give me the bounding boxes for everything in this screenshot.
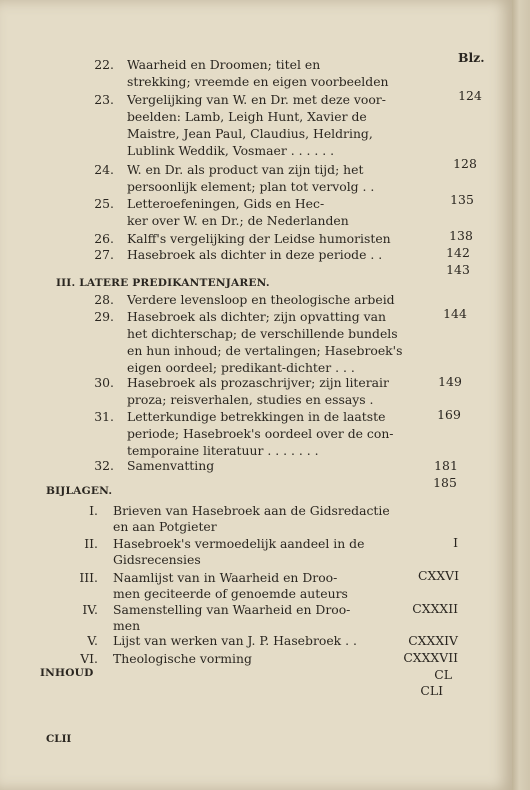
appendix-number: II. [84,536,98,551]
entry-text-line: Samenvatting [127,458,215,473]
appendix-text-line: Gidsrecensies [113,552,201,567]
entry-text-line: Maistre, Jean Paul, Claudius, Heldring, [127,126,373,141]
appendix-text-line: men geciteerde of genoemde auteurs [113,586,348,601]
appendix-text-line: Samenstelling van Waarheid en Droo- [113,602,351,617]
appendix-heading: BIJLAGEN. [46,485,113,497]
appendix-page-number: CXXXVII [403,650,458,665]
entry-text-line: strekking; vreemde en eigen voorbeelden [127,74,389,89]
appendix-text-line: en aan Potgieter [113,519,217,534]
entry-text-line: Hasebroek als prozaschrijver; zijn literair [127,375,389,390]
appendix-text-line: men [113,618,141,633]
entry-text-line: het dichterschap; de verschillende bundels [127,326,398,341]
entry-text-line: en hun inhoud; de vertalingen; Hasebroek's [127,343,403,358]
entry-page-number: 185 [433,475,457,490]
page-column-header: Blz. [458,50,485,65]
entry-number: 32. [94,458,114,473]
entry-number: 23. [94,92,114,107]
entry-page-number: 181 [434,458,458,473]
entry-number: 31. [94,409,114,424]
entry-number: 24. [94,162,114,177]
appendix-text-line: Hasebroek's vermoedelijk aandeel in de [113,536,365,551]
entry-page-number: 144 [443,306,467,321]
entry-number: 28. [94,292,114,307]
appendix-number: V. [87,633,98,648]
entry-text-line: beelden: Lamb, Leigh Hunt, Xavier de [127,109,367,124]
entry-text-line: Hasebroek als dichter; zijn opvatting van [127,309,386,324]
entry-number: 26. [94,231,114,246]
entry-text-line: W. en Dr. als product van zijn tijd; het [127,162,364,177]
entry-text-line: Letteroefeningen, Gids en Hec- [127,196,325,211]
entry-text-line: persoonlijk element; plan tot vervolg . . [127,179,375,194]
entry-text-line: Verdere levensloop en theologische arbeid [127,292,395,307]
appendix-page-number: I [453,535,458,550]
inhoud-label: INHOUD [40,667,94,679]
appendix-page-number: CXXXII [412,601,458,616]
entry-page-number: 169 [437,407,461,422]
entry-page-number: 135 [450,192,474,207]
appendix-text-line: Naamlijst van in Waarheid en Droo- [113,570,338,585]
section-heading: III. LATERE PREDIKANTENJAREN. [56,277,270,289]
entry-page-number: 124 [458,88,482,103]
appendix-number: IV. [82,602,98,617]
page-edge [512,0,530,790]
appendix-page-number: CXXXIV [408,633,458,648]
entry-number: 30. [94,375,114,390]
inhoud-page-number: CLI [420,683,443,698]
entry-text-line: ker over W. en Dr.; de Nederlanden [127,213,349,228]
entry-text-line: Hasebroek als dichter in deze periode . . [127,247,383,262]
entry-page-number: 149 [438,374,462,389]
appendix-number: III. [79,570,98,585]
entry-number: 27. [94,247,114,262]
appendix-number: I. [89,503,98,518]
entry-text-line: Waarheid en Droomen; titel en [127,57,321,72]
entry-text-line: eigen oordeel; predikant-dichter . . . [127,360,355,375]
appendix-text-line: Lijst van werken van J. P. Hasebroek . . [113,633,357,648]
entry-page-number: 138 [449,228,473,243]
appendix-text-line: Brieven van Hasebroek aan de Gidsredactie [113,503,390,518]
entry-text-line: periode; Hasebroek's oordeel over de con- [127,426,394,441]
page-folio: CLII [46,733,72,745]
entry-text-line: Lublink Weddik, Vosmaer . . . . . . [127,143,335,158]
entry-text-line: Kalff's vergelijking der Leidse humoristen [127,231,391,246]
appendix-page-number: CXXVI [418,568,459,583]
entry-text-line: Vergelijking van W. en Dr. met deze voor- [127,92,386,107]
entry-text-line: proza; reisverhalen, studies en essays . [127,392,374,407]
entry-page-number: 142 [446,245,470,260]
appendix-number: VI. [80,651,98,666]
appendix-page-number: CL [434,667,452,682]
entry-text-line: temporaine literatuur . . . . . . . [127,443,319,458]
entry-page-number: 143 [446,262,470,277]
entry-text-line: Letterkundige betrekkingen in de laatste [127,409,386,424]
appendix-text-line: Theologische vorming [113,651,252,666]
entry-number: 22. [94,57,114,72]
entry-number: 29. [94,309,114,324]
entry-number: 25. [94,196,114,211]
entry-page-number: 128 [453,156,477,171]
